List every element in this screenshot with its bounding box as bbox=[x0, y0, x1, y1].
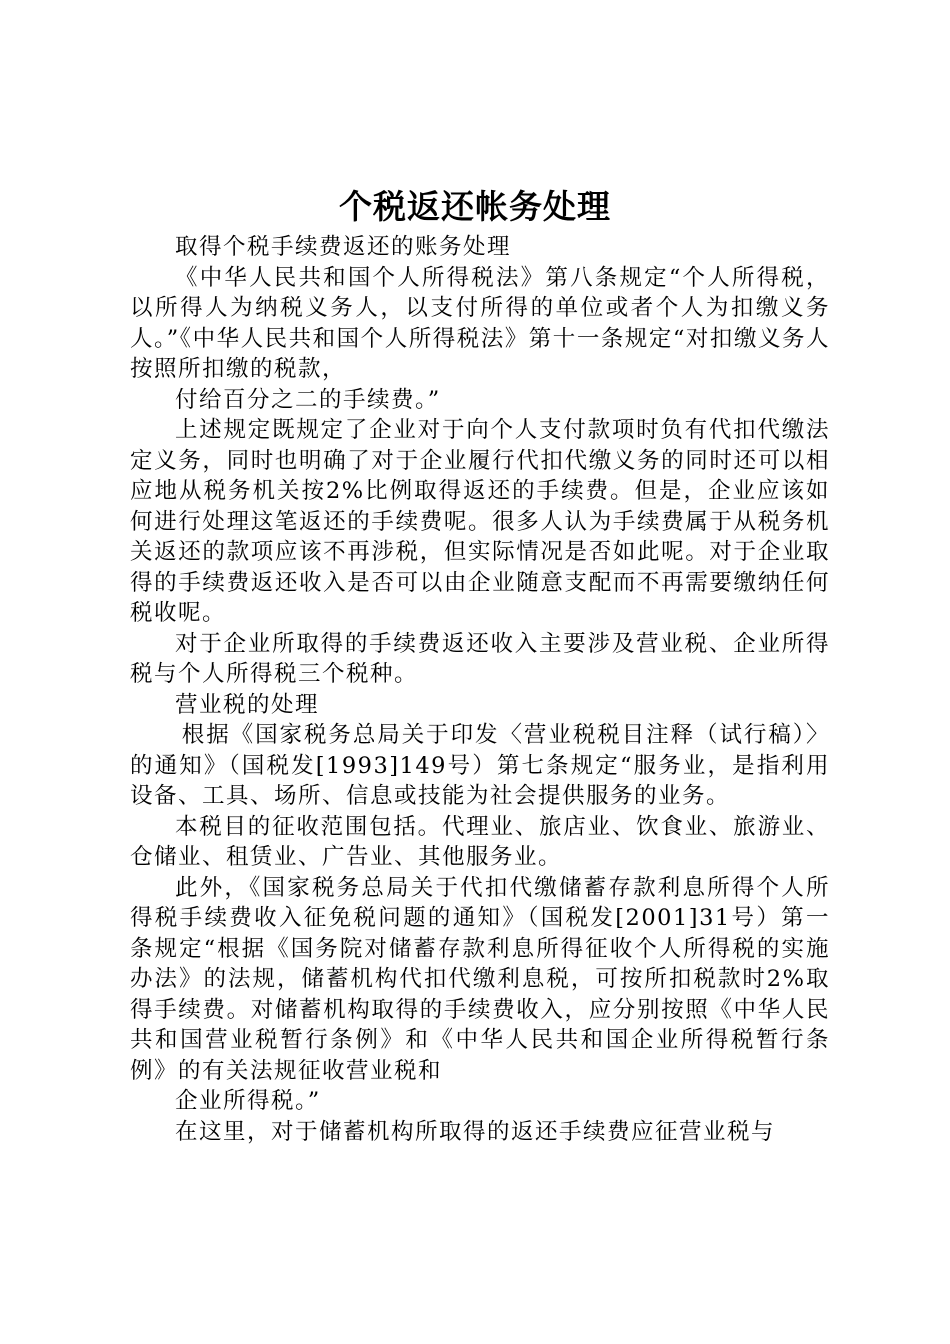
paragraph: 对于企业所取得的手续费返还收入主要涉及营业税、企业所得税与个人所得税三个税种。 bbox=[130, 630, 830, 687]
document-title: 个税返还帐务处理 bbox=[339, 187, 611, 226]
paragraph-heading-1: 取得个税手续费返还的账务处理 bbox=[175, 234, 512, 260]
paragraph: 上述规定既规定了企业对于向个人支付款项时负有代扣代缴法定义务，同时也明确了对于企业履行代扣代缴义务的同时还可以相应地从税务机关按2%比例取得返还的手续费。但是，企业应该如何进行处理这笔返还的手续费呢。很多人认为手续费属于从税务机关返还的款项应该不再涉税，但实际情况是否如此呢。对于企业取得的手续费返还收入是否可以由企业随意支配而不再需要缴纳任何税收呢。 bbox=[130, 417, 830, 626]
paragraph: 《中华人民共和国个人所得税法》第八条规定“个人所得税，以所得人为纳税义务人，以支付所得的单位或者个人为扣缴义务人。”《中华人民共和国个人所得税法》第十一条规定“对扣缴义务人按照所扣缴的税款， bbox=[130, 264, 830, 382]
paragraph: 本税目的征收范围包括。代理业、旅店业、饮食业、旅游业、仓储业、租赁业、广告业、其他服务业。 bbox=[130, 813, 830, 870]
paragraph: 根据《国家税务总局关于印发〈营业税税目注释（试行稿）〉的通知》（国税发[1993]149号）第七条规定“服务业，是指利用设备、工具、场所、信息或技能为社会提供服务的业务。 bbox=[130, 722, 830, 809]
paragraph: 在这里，对于储蓄机构所取得的返还手续费应征营业税与 bbox=[175, 1118, 776, 1145]
paragraph: 此外，《国家税务总局关于代扣代缴储蓄存款利息所得个人所得税手续费收入征免税问题的通知》（国税发[2001]31号）第一条规定“根据《国务院对储蓄存款利息所得征收个人所得税的实施办法》的法规，储蓄机构代扣代缴利息税，可按所扣税款时2%取得手续费。对储蓄机构取得的手续费收入，应分别按照《中华人民共和国营业税暂行条例》和《中华人民共和国企业所得税暂行条例》的有关法规征收营业税和 bbox=[130, 874, 830, 1084]
paragraph: 企业所得税。” bbox=[175, 1088, 321, 1114]
paragraph: 付给百分之二的手续费。” bbox=[175, 386, 441, 413]
document-body bbox=[130, 232, 830, 1147]
paragraph-heading-2: 营业税的处理 bbox=[175, 691, 320, 718]
